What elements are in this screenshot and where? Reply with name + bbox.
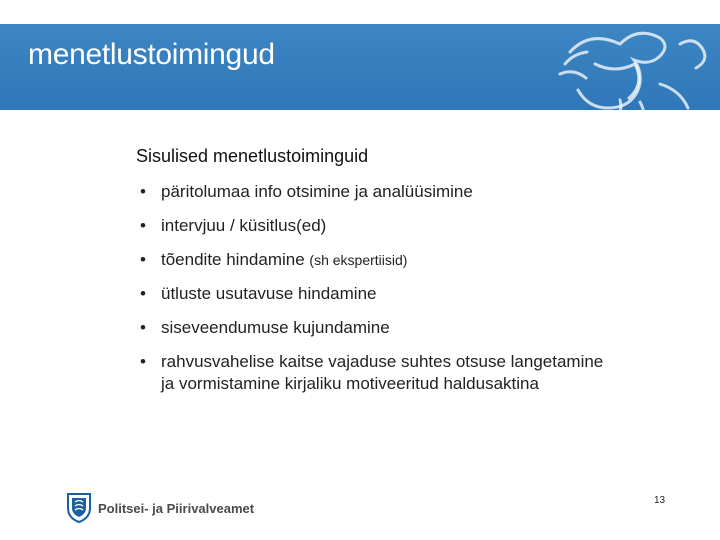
list-item-text: päritolumaa info otsimine ja analüüsimine xyxy=(161,182,473,201)
list-item-note: (sh ekspertiisid) xyxy=(309,252,408,268)
list-item xyxy=(136,283,706,305)
organization-name: Politsei- ja Piirivalveamet xyxy=(98,500,255,516)
list-item-text: rahvusvahelise kaitse vajaduse suhtes otsuse langetamine xyxy=(161,352,604,371)
lion-emblem-icon xyxy=(540,24,720,110)
bullet-icon: • xyxy=(140,216,146,235)
page-number: 13 xyxy=(654,495,666,506)
bullet-icon: • xyxy=(140,318,146,337)
bullet-icon: • xyxy=(140,352,146,371)
list-item xyxy=(136,215,706,237)
list-item-text-continued: ja vormistamine kirjaliku motiveeritud haldusaktina xyxy=(161,374,539,393)
bullet-icon: • xyxy=(140,182,146,201)
list-item xyxy=(136,249,706,271)
list-item-text: intervjuu / küsitlus(ed) xyxy=(161,216,327,235)
list-item-text: tõendite hindamine xyxy=(161,250,305,269)
slide-title: menetlustoimingud xyxy=(28,38,275,71)
bullet-list xyxy=(136,181,706,395)
police-shield-icon xyxy=(66,492,92,524)
list-item xyxy=(136,181,706,203)
list-item xyxy=(136,317,706,339)
list-item-text: ütluste usutavuse hindamine xyxy=(161,284,377,303)
bullet-icon: • xyxy=(140,284,146,303)
list-item xyxy=(136,351,706,395)
slide-body xyxy=(136,146,706,407)
list-item-text: siseveendumuse kujundamine xyxy=(161,318,390,337)
section-subtitle: Sisulised menetlustoiminguid xyxy=(136,146,369,166)
title-banner xyxy=(0,24,720,110)
bullet-icon: • xyxy=(140,250,146,269)
organization-logo xyxy=(66,492,254,524)
